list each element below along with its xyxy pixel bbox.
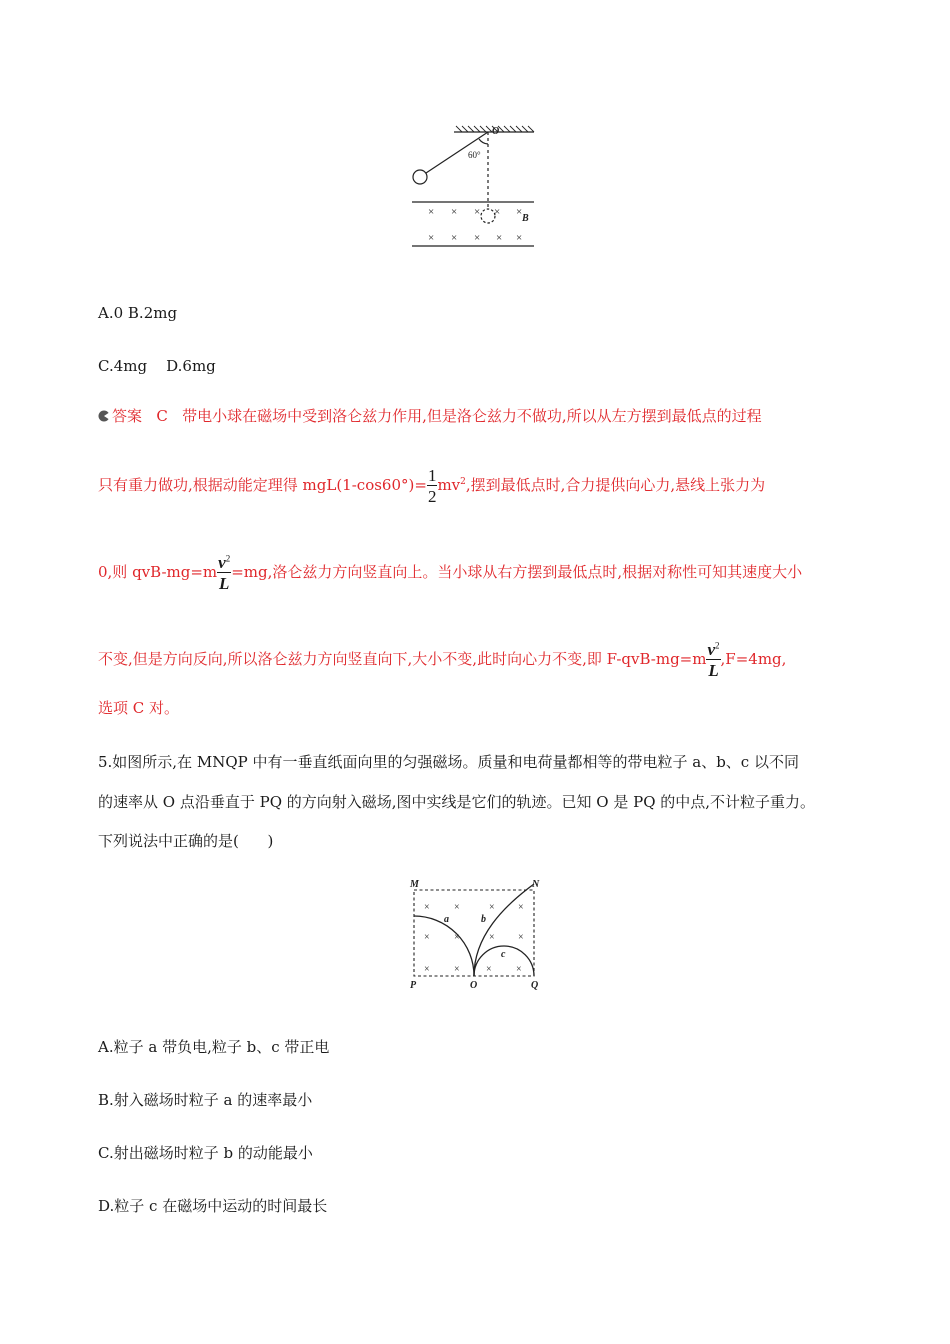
corner-m-label: M (410, 879, 419, 890)
option-ab: A.0 B.2mg (98, 304, 178, 322)
option-d: D.粒子 c 在磁场中运动的时间最长 (98, 1197, 328, 1215)
field-cross: × (518, 932, 524, 943)
trajectory-a-label: a (444, 914, 449, 925)
answer-line-2 (98, 467, 765, 505)
field-cross: × (489, 902, 495, 913)
field-cross: × (451, 232, 458, 244)
fraction-half (427, 467, 438, 505)
pie-bullet-icon (98, 410, 112, 422)
answer-text-2b: ,摆到最低点时,合力提供向心力,悬线上张力为 (465, 476, 766, 494)
field-cross: × (518, 902, 524, 913)
pivot-label: O (492, 126, 500, 137)
trajectory-b-label: b (481, 914, 486, 925)
field-cross: × (428, 232, 435, 244)
option-a: A.粒子 a 带负电,粒子 b、c 带正电 (98, 1038, 330, 1056)
answer-text-3b: =mg,洛仑兹力方向竖直向上。当小球从右方摆到最低点时,根据对称性可知其速度大小 (231, 563, 803, 581)
corner-n-label: N (532, 879, 540, 890)
fraction-numerator: v (218, 553, 226, 572)
mv-text: mv (437, 476, 461, 494)
answer-choice: C (156, 407, 168, 425)
question-5-line-1: 5.如图所示,在 MNQP 中有一垂直纸面向里的匀强磁场。质量和电荷量都相等的带电粒子 a、b、c 以不同 (98, 753, 799, 771)
field-cross: × (516, 206, 523, 218)
fraction-denominator: 2 (427, 487, 437, 506)
answer-line-4 (98, 641, 786, 679)
field-cross: × (496, 232, 503, 244)
field-cross: × (424, 964, 430, 975)
corner-q-label: Q (531, 980, 539, 991)
point-o-label: O (470, 980, 478, 991)
answer-line-3 (98, 554, 802, 592)
field-cross: × (428, 206, 435, 218)
field-label: B (522, 213, 529, 224)
field-cross: × (474, 232, 481, 244)
field-cross: × (424, 902, 430, 913)
field-cross: × (451, 206, 458, 218)
superscript: 2 (715, 640, 720, 651)
field-cross: × (474, 206, 481, 218)
trajectory-c-label: c (501, 949, 506, 960)
option-cd: C.4mg D.6mg (98, 357, 216, 375)
field-cross: × (486, 964, 492, 975)
field-cross: × (454, 964, 460, 975)
field-cross: × (454, 932, 460, 943)
answer-label: 答案 (112, 407, 143, 425)
superscript: 2 (225, 553, 231, 564)
field-cross: × (516, 232, 523, 244)
fraction-v2-over-l (217, 554, 231, 592)
question-5-line-2: 的速率从 O 点沿垂直于 PQ 的方向射入磁场,图中实线是它们的轨迹。已知 O 是 PQ 的中点,不计粒子重力。 (98, 793, 816, 811)
answer-text-4a: 不变,但是方向反向,所以洛仑兹力方向竖直向下,大小不变,此时向心力不变,即 F-qvB-mg=m (98, 650, 707, 668)
angle-label: 60° (468, 150, 481, 160)
field-cross: × (424, 932, 430, 943)
fraction-denominator: L (708, 661, 719, 680)
answer-line-5: 选项 C 对。 (98, 699, 180, 717)
answer-text-1: 带电小球在磁场中受到洛仑兹力作用,但是洛仑兹力不做功,所以从左方摆到最低点的过程 (182, 407, 762, 425)
answer-text-3a: 0,则 qvB-mg=m (98, 563, 218, 581)
fraction-numerator: 1 (427, 466, 437, 485)
field-cross: × (516, 964, 522, 975)
pendulum-figure (408, 124, 540, 252)
option-b: B.射入磁场时粒子 a 的速率最小 (98, 1091, 313, 1109)
particle-trajectory-figure (404, 876, 548, 992)
superscript: 2 (460, 477, 466, 487)
answer-text-4b: ,F=4mg, (720, 650, 787, 668)
field-cross: × (494, 206, 501, 218)
field-cross: × (454, 902, 460, 913)
question-5-line-3: 下列说法中正确的是( ) (98, 832, 274, 850)
answer-line-1 (98, 406, 762, 426)
option-c: C.射出磁场时粒子 b 的动能最小 (98, 1144, 313, 1162)
answer-text-2a: 只有重力做功,根据动能定理得 mgL(1-cos60°)= (98, 476, 427, 494)
fraction-numerator: v (707, 640, 716, 659)
corner-p-label: P (410, 980, 417, 991)
fraction-denominator: L (218, 574, 230, 593)
field-cross: × (489, 932, 495, 943)
fraction-v2-over-l (706, 641, 720, 679)
